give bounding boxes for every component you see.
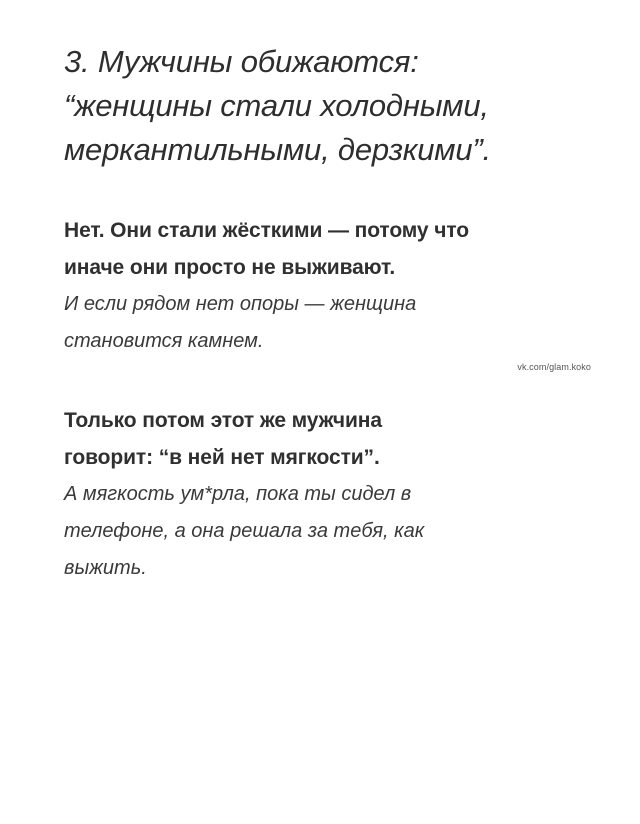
watermark-source: vk.com/glam.koko (517, 362, 591, 372)
italic-text-line: И если рядом нет опоры — женщина (64, 293, 417, 315)
bold-text-line: Только потом этот же мужчина (64, 409, 382, 432)
post-title (64, 40, 604, 172)
italic-text-line: выжить. (64, 557, 147, 579)
paragraph-answer (64, 212, 604, 360)
italic-text-line: телефоне, а она решала за тебя, как (64, 520, 425, 542)
italic-text-line: становится камнем. (64, 330, 264, 352)
italic-text-line: А мягкость ум*рла, пока ты сидел в (64, 483, 412, 505)
bold-text-line: Нет. Они стали жёсткими — потому что (64, 219, 469, 242)
title-line: “женщины стали холодными, (64, 88, 489, 123)
bold-text-line: иначе они просто не выживают. (64, 256, 396, 279)
title-line: 3. Мужчины обижаются: (64, 44, 419, 79)
paragraph-softness (64, 402, 604, 587)
bold-text-line: говорит: “в ней нет мягкости”. (64, 446, 380, 469)
title-line: меркантильными, дерзкими”. (64, 132, 491, 167)
